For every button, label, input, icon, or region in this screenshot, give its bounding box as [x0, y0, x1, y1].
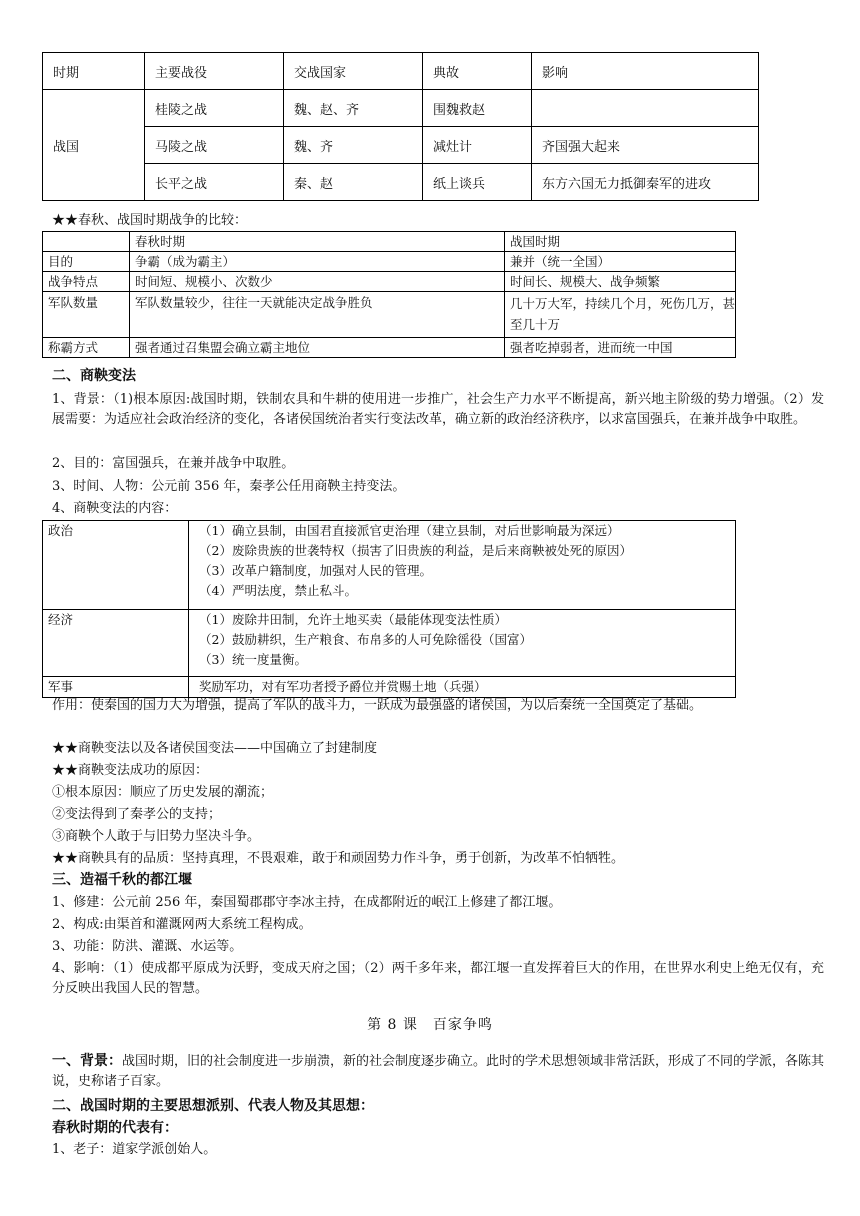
note-line: ★★商鞅变法以及各诸侯国变法——中国确立了封建制度: [52, 741, 378, 756]
table-cell: 军队数量较少，往往一天就能决定战争胜负: [130, 292, 505, 338]
paragraph: [52, 1051, 824, 1092]
table-row: [43, 610, 736, 677]
section-heading: 二、战国时期的主要思想派别、代表人物及其思想：: [52, 1098, 374, 1114]
table-cell: 桂陵之战: [145, 90, 284, 127]
header-cell: 典故: [423, 53, 532, 90]
note-line: ★★商鞅变法成功的原因：: [52, 763, 209, 778]
table-row: [43, 164, 759, 201]
row-label: 目的: [43, 252, 130, 272]
lesson-title: 第 8 课 百家争鸣: [367, 1017, 493, 1033]
row-label: 经济: [43, 610, 189, 677]
comparison-table: [42, 231, 736, 358]
note-line: ①根本原因：顺应了历史发展的潮流；: [52, 785, 274, 800]
table-row: [43, 292, 736, 338]
header-cell: 主要战役: [145, 53, 284, 90]
paragraph: 4、商鞅变法的内容：: [52, 501, 178, 516]
paragraph-text: 战国时期，旧的社会制度进一步崩溃，新的社会制度逐步确立。此时的学术思想领域非常活跃，形成了不同的学派，各陈其说，史称诸子百家。: [52, 1054, 825, 1089]
table-cell: [189, 521, 736, 610]
row-label: 称霸方式: [43, 338, 130, 358]
row-label: 战争特点: [43, 272, 130, 292]
table-row: [43, 521, 736, 610]
header-cell: 影响: [532, 53, 759, 90]
header-cell: 交战国家: [284, 53, 423, 90]
table-cell: [189, 677, 736, 698]
table-cell: 强者通过召集盟会确立霸主地位: [130, 338, 505, 358]
section-heading: 三、造福千秋的都江堰: [52, 872, 192, 888]
table-cell: 魏、赵、齐: [284, 90, 423, 127]
row-label: 军事: [43, 677, 189, 698]
list-item: （4）严明法度，禁止私斗。: [199, 583, 357, 598]
header-cell: 春秋时期: [130, 232, 505, 252]
table-row: [43, 90, 759, 127]
table-cell: 时间短、规模小、次数少: [130, 272, 505, 292]
header-cell: 时期: [43, 53, 145, 90]
table-cell: 几十万大军，持续几个月，死伤几万，甚至几十万: [505, 292, 736, 338]
table-cell: 围魏救赵: [423, 90, 532, 127]
table-cell: 马陵之战: [145, 127, 284, 164]
list-item: 奖励军功，对有军功者授予爵位并赏赐土地（兵强）: [199, 679, 487, 694]
list-item: 1、老子：道家学派创始人。: [52, 1142, 217, 1157]
note-line: ③商鞅个人敢于与旧势力坚决斗争。: [52, 829, 261, 844]
list-item: （3）统一度量衡。: [199, 652, 307, 667]
table-cell: [189, 610, 736, 677]
table-cell: 秦、赵: [284, 164, 423, 201]
list-item: （3）改革户籍制度，加强对人民的管理。: [199, 563, 432, 578]
list-item: （1）废除井田制，允许土地买卖（最能体现变法性质）: [199, 612, 507, 627]
table-cell: 魏、齐: [284, 127, 423, 164]
header-cell: [43, 232, 130, 252]
list-item: （2）鼓励耕织，生产粮食、布帛多的人可免除徭役（国富）: [199, 632, 532, 647]
comparison-title: ★★春秋、战国时期战争的比较：: [52, 213, 248, 228]
table-cell: 争霸（成为霸主）: [130, 252, 505, 272]
table-cell: 长平之战: [145, 164, 284, 201]
table-cell: 时间长、规模大、战争频繁: [505, 272, 736, 292]
section-heading: 春秋时期的代表有：: [52, 1120, 178, 1136]
table-row: [43, 272, 736, 292]
list-item: 2、构成:由渠首和灌溉网两大系统工程构成。: [52, 917, 312, 932]
row-label: 军队数量: [43, 292, 130, 338]
list-item: 3、功能：防洪、灌溉、水运等。: [52, 939, 243, 954]
paragraph: 1、背景：（1)根本原因:战国时期，铁制农具和牛耕的使用进一步推广，社会生产力水平不断提高，新兴地主阶级的势力增强。（2）发展需要：为适应社会政治经济的变化，各诸侯国统治者实行变法改革，确立新的政治经济秩序，以求富国强兵，在兼并战争中取胜。: [52, 392, 824, 427]
list-item: 4、影响：（1）使成都平原成为沃野，变成天府之国；（2）两千多年来，都江堰一直发挥着巨大的作用，在世界水利史上绝无仅有，充分反映出我国人民的智慧。: [52, 961, 824, 996]
section-heading: 一、背景：: [52, 1053, 122, 1069]
table-cell: [532, 90, 759, 127]
list-item: 1、修建：公元前 256 年，秦国蜀郡郡守李冰主持，在成都附近的岷江上修建了都江堰。: [52, 895, 562, 910]
paragraph: 作用：使秦国的国力大为增强，提高了军队的战斗力，一跃成为最强盛的诸侯国，为以后秦统一全国奠定了基础。: [52, 698, 703, 713]
table-row: [43, 127, 759, 164]
table-header-row: [43, 53, 759, 90]
list-item: （2）废除贵族的世袭特权（损害了旧贵族的利益，是后来商鞅被处死的原因）: [199, 543, 632, 558]
row-label: 政治: [43, 521, 189, 610]
table-cell: 强者吃掉弱者，进而统一中国: [505, 338, 736, 358]
note-line: ②变法得到了秦孝公的支持；: [52, 807, 222, 822]
period-cell: 战国: [43, 90, 145, 201]
battle-table: [42, 52, 759, 201]
table-row: [43, 338, 736, 358]
section-heading: 二、商鞅变法: [52, 368, 136, 384]
reform-table: [42, 520, 736, 698]
table-row: [43, 677, 736, 698]
table-cell: 纸上谈兵: [423, 164, 532, 201]
list-item: （1）确立县制，由国君直接派官吏治理（建立县制，对后世影响最为深远）: [199, 523, 620, 538]
paragraph: 2、目的：富国强兵，在兼并战争中取胜。: [52, 456, 295, 471]
table-cell: 减灶计: [423, 127, 532, 164]
table-cell: 东方六国无力抵御秦军的进攻: [532, 164, 759, 201]
note-line: ★★商鞅具有的品质：坚持真理，不畏艰难，敢于和顽固势力作斗争，勇于创新，为改革不怕牺牲。: [52, 851, 625, 866]
table-cell: 齐国强大起来: [532, 127, 759, 164]
table-cell: 兼并（统一全国）: [505, 252, 736, 272]
header-cell: 战国时期: [505, 232, 736, 252]
table-row: [43, 252, 736, 272]
paragraph: 3、时间、人物：公元前 356 年，秦孝公任用商鞅主持变法。: [52, 479, 406, 494]
table-header-row: [43, 232, 736, 252]
